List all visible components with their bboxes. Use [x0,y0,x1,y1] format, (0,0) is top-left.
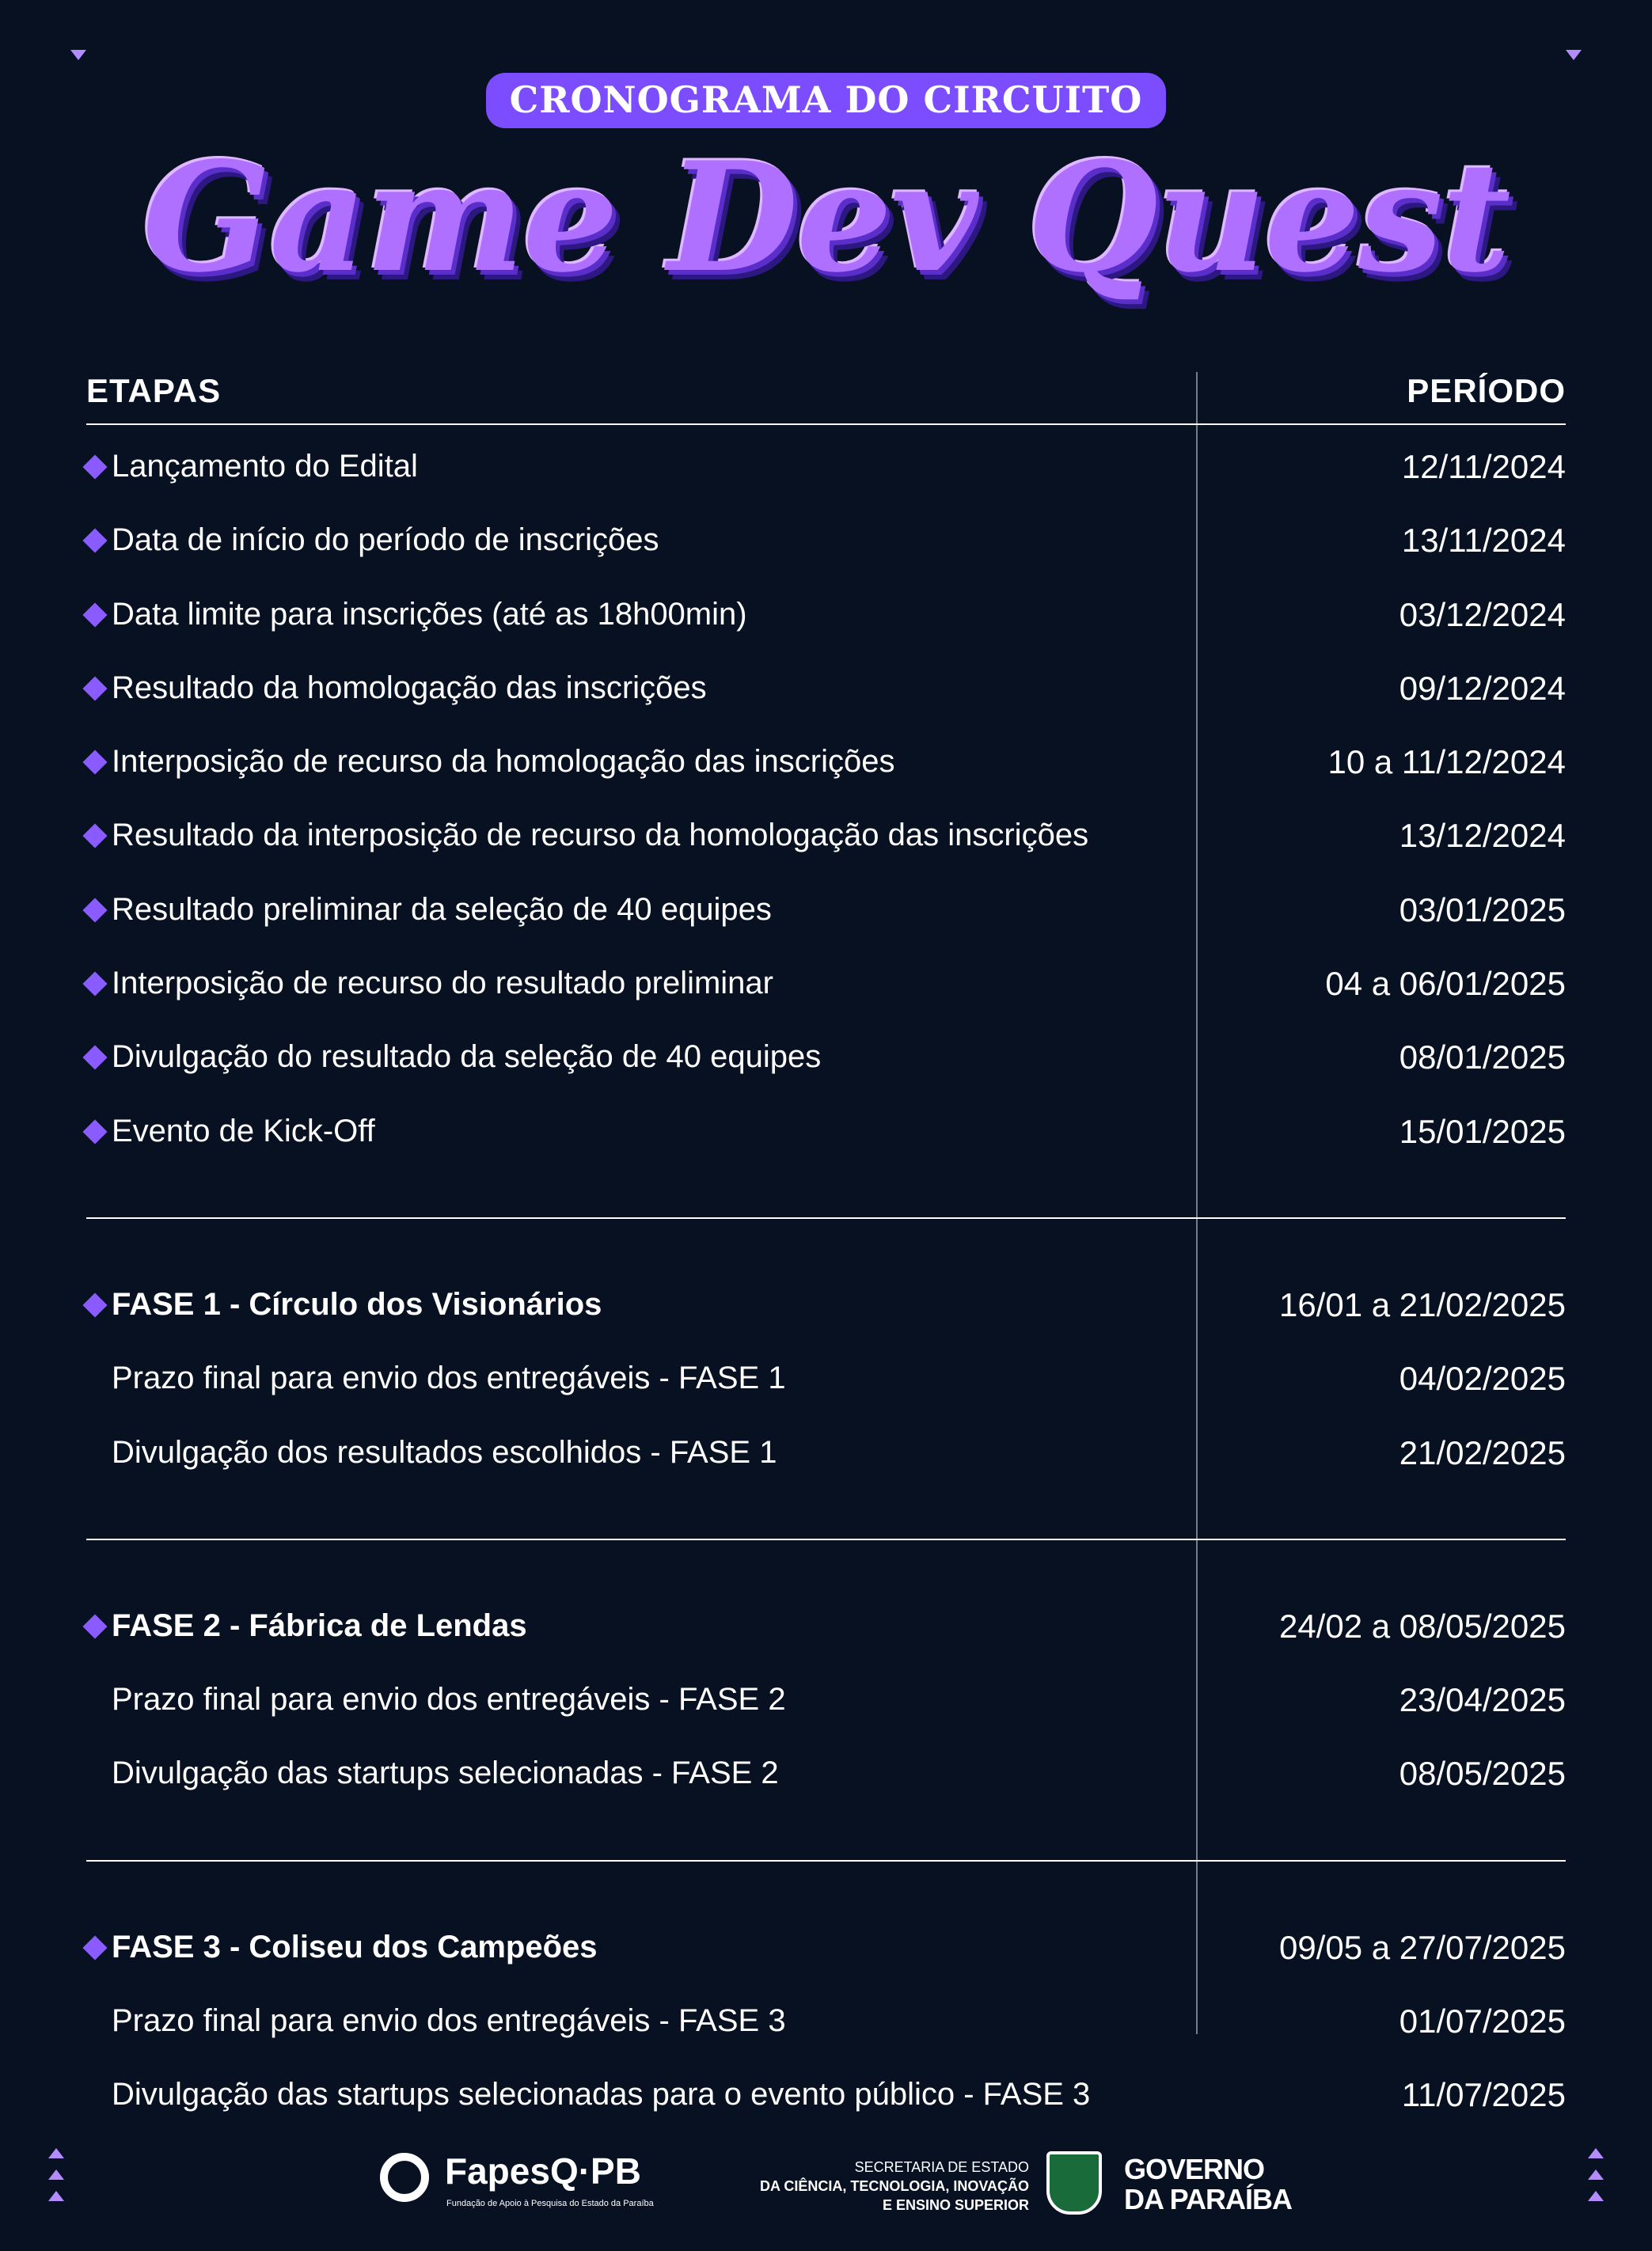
table-row [86,651,1566,725]
row-date: 10 a 11/12/2024 [1327,743,1566,781]
table-row [86,947,1566,1020]
table-row [86,1663,1566,1737]
row-label: Prazo final para envio dos entregáveis - FASE 3 [112,2003,786,2039]
table-header [86,364,1566,425]
table-row [86,1020,1566,1094]
column-header-periodo: PERÍODO [1407,372,1566,409]
row-date: 03/12/2024 [1399,595,1566,633]
diamond-bullet-icon [82,1046,107,1070]
table-row [86,725,1566,799]
row-label: Prazo final para envio dos entregáveis - FASE 1 [112,1361,786,1396]
fapesq-mark-icon [380,2153,429,2202]
row-date: 04 a 06/01/2025 [1325,965,1566,1003]
fapesq-name: FapesQ·PB [445,2150,641,2192]
table-row [86,1268,1566,1342]
row-date: 13/12/2024 [1399,817,1566,855]
footer [0,2145,1652,2232]
row-label: FASE 2 - Fábrica de Lendas [112,1608,527,1643]
header [0,73,1652,128]
diamond-bullet-icon [82,529,107,553]
row-date: 13/11/2024 [1401,522,1566,560]
diamond-bullet-icon [82,972,107,996]
corner-triangle-top-right [1566,50,1582,60]
diamond-bullet-icon [82,1293,107,1317]
secretaria-line-1: SECRETARIA DE ESTADO [854,2159,1029,2175]
row-label: Prazo final para envio dos entregáveis - FASE 2 [112,1682,786,1718]
subtitle-pill: CRONOGRAMA DO CIRCUITO [486,73,1167,128]
governo-line-2: DA PARAÍBA [1124,2183,1292,2215]
row-date: 04/02/2025 [1399,1360,1566,1398]
group-separator [86,1860,1566,1862]
table-body [86,425,1566,2132]
row-date: 01/07/2025 [1399,2002,1566,2040]
column-header-etapas: ETAPAS [86,372,222,409]
row-date: 16/01 a 21/02/2025 [1278,1285,1566,1323]
row-date: 11/07/2025 [1401,2076,1566,2114]
row-label: Resultado preliminar da seleção de 40 equipes [112,891,772,927]
table-row [86,578,1566,651]
row-label: Resultado da interposição de recurso da homologação das inscrições [112,818,1089,853]
row-label: Divulgação das startups selecionadas - FASE 2 [112,1756,779,1791]
table-row [86,2058,1566,2131]
table-row [86,1342,1566,1415]
row-label: Lançamento do Edital [112,449,418,484]
fapesq-subtitle: Fundação de Apoio à Pesquisa do Estado da Paraíba [446,2199,654,2208]
row-label: Interposição de recurso do resultado preliminar [112,966,773,1001]
table-row [86,1095,1566,1168]
row-date: 09/12/2024 [1399,669,1566,707]
secretaria-line-2: DA CIÊNCIA, TECNOLOGIA, INOVAÇÃO [759,2178,1029,2194]
row-label: Interposição de recurso da homologação das inscrições [112,744,895,780]
diamond-bullet-icon [82,824,107,848]
diamond-bullet-icon [82,602,107,627]
diamond-bullet-icon [82,1119,107,1144]
row-date: 23/04/2025 [1399,1681,1566,1719]
row-label: Resultado da homologação das inscrições [112,670,707,705]
row-date: 21/02/2025 [1399,1433,1566,1471]
schedule-table [86,364,1566,2132]
page-title: Game Dev Quest [142,129,1510,306]
row-date: 12/11/2024 [1401,448,1566,485]
diamond-bullet-icon [82,1935,107,1960]
row-date: 08/05/2025 [1399,1755,1566,1793]
row-label: Divulgação dos resultados escolhidos - FASE 1 [112,1434,777,1470]
row-date: 24/02 a 08/05/2025 [1278,1607,1566,1645]
governo-logo-text [1124,2154,1292,2215]
row-label: Divulgação das startups selecionadas para o evento público - FASE 3 [112,2077,1091,2112]
secretaria-line-3: E ENSINO SUPERIOR [882,2197,1029,2213]
row-label: Divulgação do resultado da seleção de 40 equipes [112,1039,822,1075]
row-label: Evento de Kick-Off [112,1113,375,1148]
group-separator [86,1217,1566,1219]
diamond-bullet-icon [82,1614,107,1638]
table-row [86,1984,1566,2058]
row-label: Data de início do período de inscrições [112,522,659,558]
table-row [86,503,1566,577]
table-row [86,430,1566,503]
table-row [86,1737,1566,1810]
table-row [86,1416,1566,1490]
table-row [86,799,1566,872]
row-label: FASE 1 - Círculo dos Visionários [112,1286,602,1322]
diamond-bullet-icon [82,454,107,479]
row-date: 09/05 a 27/07/2025 [1278,1928,1566,1966]
paraiba-crest-icon [1046,2151,1102,2215]
diamond-bullet-icon [82,898,107,922]
row-date: 08/01/2025 [1399,1038,1566,1076]
table-row [86,1589,1566,1663]
row-date: 15/01/2025 [1399,1112,1566,1150]
row-label: FASE 3 - Coliseu dos Campeões [112,1929,598,1964]
diamond-bullet-icon [82,676,107,700]
corner-triangle-top-left [70,50,86,60]
table-row [86,1911,1566,1984]
row-date: 03/01/2025 [1399,890,1566,928]
group-separator [86,1539,1566,1540]
table-row [86,873,1566,947]
secretaria-text [712,2158,1029,2215]
diamond-bullet-icon [82,750,107,775]
governo-line-1: GOVERNO [1124,2153,1265,2185]
row-label: Data limite para inscrições (até as 18h00min) [112,596,747,632]
